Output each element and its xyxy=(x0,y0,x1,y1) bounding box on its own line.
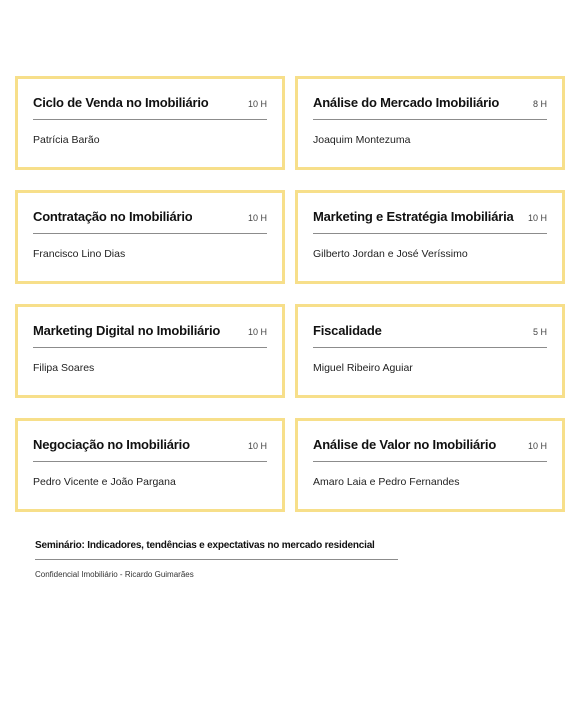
course-instructor: Gilberto Jordan e José Veríssimo xyxy=(313,248,468,260)
course-title: Negociação no Imobiliário xyxy=(33,437,190,452)
course-card-header xyxy=(33,437,267,462)
seminar-title: Seminário: Indicadores, tendências e expectativas no mercado residencial xyxy=(35,540,398,560)
course-instructor: Filipa Soares xyxy=(33,362,95,374)
course-grid xyxy=(15,76,565,512)
course-hours: 8 H xyxy=(532,99,547,109)
course-card xyxy=(15,304,285,398)
course-card-header xyxy=(33,95,267,120)
course-card-header xyxy=(313,437,547,462)
course-instructor: Francisco Lino Dias xyxy=(33,248,126,260)
course-card-header xyxy=(313,209,547,234)
course-card xyxy=(15,190,285,284)
course-card-header xyxy=(33,209,267,234)
course-hours: 10 H xyxy=(247,441,267,451)
course-title: Análise do Mercado Imobiliário xyxy=(313,95,500,110)
seminar-section xyxy=(35,540,398,579)
course-card-header xyxy=(33,323,267,348)
course-instructor: Joaquim Montezuma xyxy=(313,134,411,146)
course-instructor: Patrícia Barão xyxy=(33,134,100,146)
course-title: Fiscalidade xyxy=(313,323,382,338)
course-card xyxy=(15,418,285,512)
course-hours: 10 H xyxy=(527,213,547,223)
course-card-header xyxy=(313,95,547,120)
course-hours: 10 H xyxy=(527,441,547,451)
course-title: Ciclo de Venda no Imobiliário xyxy=(33,95,209,110)
course-instructor: Amaro Laia e Pedro Fernandes xyxy=(313,476,460,488)
course-card-header xyxy=(313,323,547,348)
course-hours: 5 H xyxy=(532,327,547,337)
course-title: Marketing Digital no Imobiliário xyxy=(33,323,221,338)
seminar-speaker: Confidencial Imobiliário - Ricardo Guimarães xyxy=(35,570,194,579)
course-card xyxy=(15,76,285,170)
course-title: Marketing e Estratégia Imobiliária xyxy=(313,209,514,224)
course-hours: 10 H xyxy=(247,327,267,337)
course-title: Contratação no Imobiliário xyxy=(33,209,193,224)
course-hours: 10 H xyxy=(247,99,267,109)
course-instructor: Pedro Vicente e João Pargana xyxy=(33,476,176,488)
course-instructor: Miguel Ribeiro Aguiar xyxy=(313,362,413,374)
course-title: Análise de Valor no Imobiliário xyxy=(313,437,497,452)
course-card xyxy=(295,76,565,170)
course-card xyxy=(295,190,565,284)
course-hours: 10 H xyxy=(247,213,267,223)
course-card xyxy=(295,418,565,512)
course-card xyxy=(295,304,565,398)
